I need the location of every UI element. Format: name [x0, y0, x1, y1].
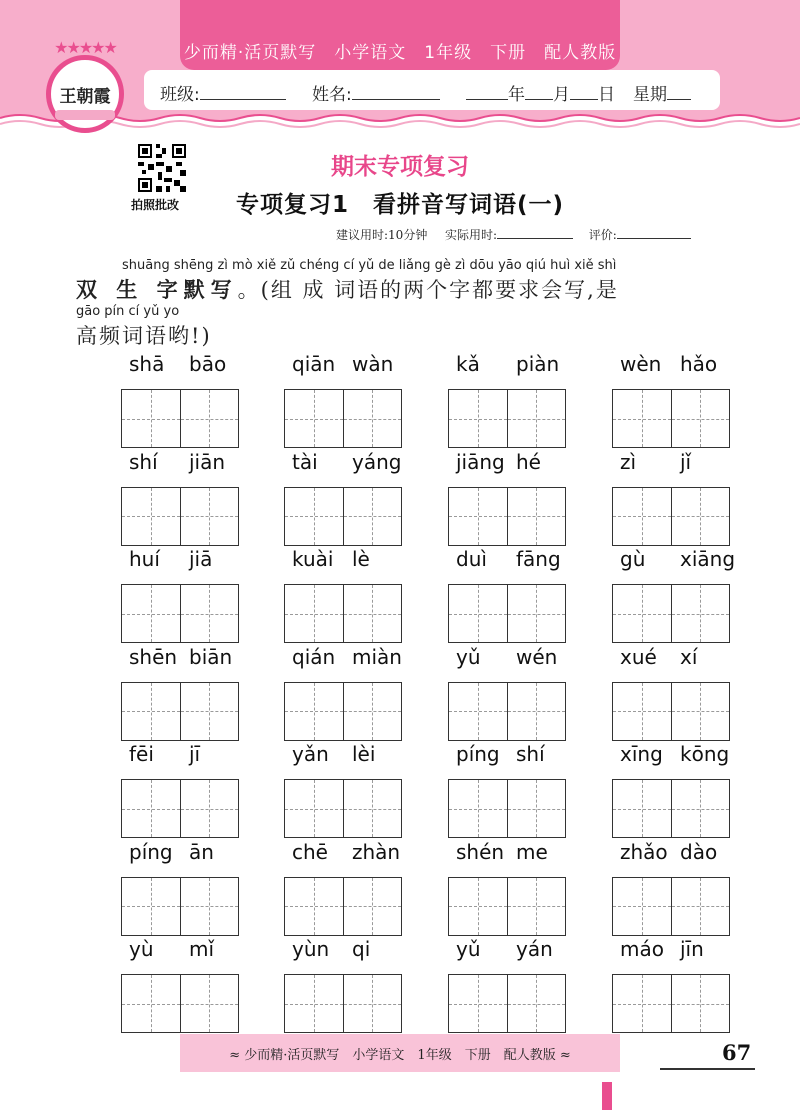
pinyin-syllable-2: kōng — [680, 742, 730, 766]
writing-grid[interactable] — [121, 877, 239, 936]
writing-grid[interactable] — [612, 974, 730, 1033]
tianzige-box[interactable] — [285, 683, 343, 740]
pinyin-syllable-2: yán — [516, 937, 553, 961]
suggested-time: 建议用时:10分钟 — [336, 228, 428, 242]
date-field[interactable] — [466, 80, 691, 105]
pinyin-syllable-1: xué — [620, 644, 657, 669]
tianzige-box[interactable] — [613, 683, 671, 740]
tianzige-box[interactable] — [671, 878, 730, 935]
tianzige-box[interactable] — [285, 975, 343, 1032]
writing-grid[interactable] — [448, 682, 566, 741]
pinyin-syllable-1: kǎ — [456, 352, 480, 376]
tianzige-box[interactable] — [180, 975, 239, 1032]
pinyin-syllable-2: jiān — [189, 449, 226, 474]
tianzige-box[interactable] — [343, 878, 402, 935]
pinyin-syllable-2: piàn — [516, 352, 560, 376]
pinyin-syllable-2: jīn — [680, 937, 704, 961]
pinyin-syllable-2: ān — [189, 839, 214, 864]
day-label: 日 — [598, 85, 615, 105]
writing-grid[interactable] — [612, 779, 730, 838]
tianzige-box[interactable] — [671, 975, 730, 1032]
writing-grid[interactable] — [448, 877, 566, 936]
tianzige-box[interactable] — [122, 683, 180, 740]
instruction-rest: 。(组 成 词语的两个字都要求会写,是 — [237, 278, 619, 302]
pinyin-syllable-1: yùn — [292, 937, 330, 961]
tianzige-box[interactable] — [671, 390, 730, 447]
writing-grid[interactable] — [284, 974, 402, 1033]
tianzige-box[interactable] — [613, 975, 671, 1032]
pinyin-syllable-2: biān — [189, 644, 233, 669]
pinyin-syllable-2: shí — [516, 742, 545, 766]
tianzige-box[interactable] — [343, 780, 402, 837]
pinyin-syllable-1: yǔ — [456, 937, 481, 961]
writing-grid[interactable] — [612, 682, 730, 741]
pinyin-syllable-2: yáng — [352, 449, 402, 474]
tianzige-box[interactable] — [449, 780, 507, 837]
section-title: 期末专项复习 — [331, 154, 469, 180]
tianzige-box[interactable] — [180, 390, 239, 447]
pinyin-syllable-1: jiāng — [456, 449, 505, 474]
pinyin-syllable-1: kuài — [292, 547, 334, 571]
tianzige-box[interactable] — [613, 585, 671, 642]
pinyin-syllable-1: máo — [620, 937, 664, 961]
writing-grid[interactable] — [284, 389, 402, 448]
pinyin-syllable-2: zhàn — [352, 839, 401, 864]
tianzige-box[interactable] — [613, 488, 671, 545]
pinyin-syllable-2: jiā — [189, 547, 213, 571]
writing-grid[interactable] — [448, 974, 566, 1033]
tianzige-box[interactable] — [449, 585, 507, 642]
logo-ribbon — [55, 110, 115, 120]
name-field[interactable] — [312, 80, 440, 105]
brand-logo — [46, 38, 124, 133]
pinyin-syllable-1: yù — [129, 937, 154, 961]
writing-grid[interactable] — [612, 584, 730, 643]
instruction-pinyin-1: shuāng shēng zì mò xiě zǔ chéng cí yǔ de liǎng gè zì dōu yāo qiú huì xiě shì — [122, 258, 617, 273]
evaluation-label: 评价: — [588, 228, 617, 242]
pinyin-syllable-2: bāo — [189, 352, 227, 376]
tianzige-box[interactable] — [613, 390, 671, 447]
tianzige-box[interactable] — [343, 975, 402, 1032]
pinyin-syllable-1: xīng — [620, 742, 663, 766]
logo-stars-icon: ★★★★★ — [54, 38, 116, 57]
time-meta — [336, 226, 691, 243]
tianzige-box[interactable] — [449, 488, 507, 545]
instruction-line-1 — [76, 274, 619, 304]
pinyin-syllable-2: wàn — [352, 352, 394, 376]
pinyin-syllable-2: hé — [516, 449, 541, 474]
pinyin-syllable-1: yǎn — [292, 742, 329, 766]
pinyin-syllable-2: fāng — [516, 547, 561, 571]
weekday-label: 星期 — [633, 85, 667, 105]
tianzige-box[interactable] — [507, 390, 566, 447]
logo-text: 王朝霞 — [59, 87, 111, 107]
tianzige-box[interactable] — [507, 488, 566, 545]
tianzige-box[interactable] — [285, 585, 343, 642]
pinyin-syllable-2: dào — [680, 839, 718, 864]
tianzige-box[interactable] — [180, 585, 239, 642]
tianzige-box[interactable] — [180, 683, 239, 740]
pinyin-syllable-1: píng — [129, 839, 173, 864]
tianzige-box[interactable] — [613, 878, 671, 935]
pinyin-syllable-2: lèi — [352, 742, 376, 766]
tianzige-box[interactable] — [671, 585, 730, 642]
writing-grid[interactable] — [448, 779, 566, 838]
tianzige-box[interactable] — [613, 780, 671, 837]
tianzige-box[interactable] — [122, 390, 180, 447]
pinyin-syllable-2: xí — [680, 644, 698, 669]
tianzige-box[interactable] — [507, 683, 566, 740]
writing-grid[interactable] — [612, 487, 730, 546]
pinyin-syllable-2: mǐ — [189, 937, 215, 961]
pinyin-syllable-1: zhǎo — [620, 839, 668, 864]
header-wave — [0, 112, 800, 134]
pinyin-syllable-1: shí — [129, 449, 158, 474]
footer-text: ≈ 少而精·活页默写 小学语文 1年级 下册 配人教版 ≈ — [229, 1048, 571, 1063]
actual-time-label: 实际用时: — [444, 228, 498, 242]
pinyin-syllable-1: yǔ — [456, 644, 481, 669]
pinyin-syllable-2: me — [516, 839, 548, 864]
writing-grid[interactable] — [121, 682, 239, 741]
tianzige-box[interactable] — [180, 488, 239, 545]
pinyin-syllable-1: shén — [456, 839, 505, 864]
tianzige-box[interactable] — [122, 975, 180, 1032]
pinyin-syllable-1: fēi — [129, 742, 154, 766]
class-field[interactable] — [160, 80, 286, 105]
pinyin-syllable-1: duì — [456, 547, 487, 571]
pinyin-syllable-2: miàn — [352, 644, 402, 669]
tianzige-box[interactable] — [449, 878, 507, 935]
writing-grid[interactable] — [448, 584, 566, 643]
tianzige-box[interactable] — [285, 488, 343, 545]
writing-grid[interactable] — [284, 779, 402, 838]
tianzige-box[interactable] — [343, 683, 402, 740]
writing-grid[interactable] — [121, 779, 239, 838]
writing-grid[interactable] — [284, 682, 402, 741]
writing-grid[interactable] — [612, 877, 730, 936]
pinyin-syllable-2: jī — [189, 742, 201, 766]
writing-grid[interactable] — [121, 974, 239, 1033]
month-label: 月 — [553, 85, 570, 105]
tianzige-box[interactable] — [507, 975, 566, 1032]
instruction-bold: 双 生 字默写 — [76, 277, 238, 302]
writing-grid[interactable] — [121, 487, 239, 546]
tianzige-box[interactable] — [671, 683, 730, 740]
pinyin-syllable-2: xiāng — [680, 547, 736, 571]
name-label: 姓名: — [312, 85, 352, 105]
pinyin-syllable-1: zì — [620, 449, 637, 474]
class-label: 班级: — [160, 85, 200, 105]
page-tab-marker — [602, 1082, 612, 1110]
pinyin-syllable-2: jǐ — [680, 449, 692, 474]
tianzige-box[interactable] — [507, 878, 566, 935]
pinyin-syllable-1: qiān — [292, 352, 336, 376]
tianzige-box[interactable] — [285, 780, 343, 837]
pinyin-syllable-1: shā — [129, 352, 165, 376]
pinyin-syllable-1: huí — [129, 547, 160, 571]
page-title: 专项复习1 看拼音写词语(一) — [235, 192, 565, 218]
writing-grid[interactable] — [612, 389, 730, 448]
tianzige-box[interactable] — [343, 390, 402, 447]
writing-grid[interactable] — [284, 584, 402, 643]
pinyin-syllable-1: wèn — [620, 352, 662, 376]
header-title: 少而精·活页默写 小学语文 1年级 下册 配人教版 — [183, 43, 617, 63]
tianzige-box[interactable] — [507, 585, 566, 642]
pinyin-syllable-1: shēn — [129, 644, 178, 669]
writing-grid[interactable] — [448, 389, 566, 448]
tianzige-box[interactable] — [449, 390, 507, 447]
year-label: 年 — [508, 85, 525, 105]
tianzige-box[interactable] — [343, 585, 402, 642]
footer-divider — [660, 1068, 755, 1070]
instruction-line-2: 高频词语哟!) — [76, 324, 212, 348]
pinyin-syllable-1: píng — [456, 742, 500, 766]
writing-grid[interactable] — [284, 877, 402, 936]
tianzige-box[interactable] — [180, 878, 239, 935]
pinyin-syllable-1: tài — [292, 449, 318, 474]
tianzige-box[interactable] — [507, 780, 566, 837]
tianzige-box[interactable] — [122, 780, 180, 837]
tianzige-box[interactable] — [343, 488, 402, 545]
pinyin-syllable-2: lè — [352, 547, 370, 571]
writing-grid[interactable] — [448, 487, 566, 546]
pinyin-syllable-1: gù — [620, 547, 646, 571]
pinyin-syllable-2: wén — [516, 644, 558, 669]
tianzige-box[interactable] — [449, 975, 507, 1032]
tianzige-box[interactable] — [122, 488, 180, 545]
tianzige-box[interactable] — [449, 683, 507, 740]
pinyin-syllable-2: hǎo — [680, 352, 718, 376]
tianzige-box[interactable] — [285, 390, 343, 447]
writing-grid[interactable] — [121, 389, 239, 448]
tianzige-box[interactable] — [180, 780, 239, 837]
tianzige-box[interactable] — [285, 878, 343, 935]
tianzige-box[interactable] — [671, 780, 730, 837]
instruction-pinyin-2: gāo pín cí yǔ yo — [76, 304, 180, 319]
page-number: 67 — [722, 1040, 752, 1065]
qr-caption: 拍照批改 — [131, 198, 180, 212]
tianzige-box[interactable] — [122, 585, 180, 642]
pinyin-syllable-1: qián — [292, 644, 336, 669]
writing-grid[interactable] — [284, 487, 402, 546]
pinyin-syllable-2: qi — [352, 937, 371, 961]
writing-grid[interactable] — [121, 584, 239, 643]
tianzige-box[interactable] — [122, 878, 180, 935]
pinyin-syllable-1: chē — [292, 839, 328, 864]
tianzige-box[interactable] — [671, 488, 730, 545]
